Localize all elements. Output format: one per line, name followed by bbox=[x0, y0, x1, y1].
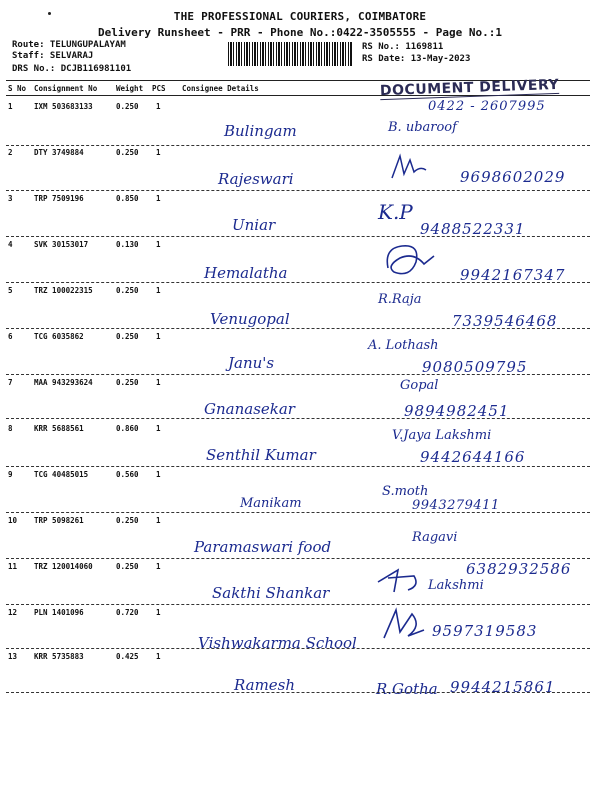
row-3-sno: 3 bbox=[8, 194, 13, 203]
drs-number: DRS No.: DCJB116981101 bbox=[12, 64, 132, 74]
row-13-receiver: R.Gotha bbox=[376, 680, 438, 698]
row-11-signature bbox=[374, 562, 424, 596]
row-3-separator bbox=[6, 236, 590, 237]
row-4-separator bbox=[6, 282, 590, 283]
row-8-sno: 8 bbox=[8, 424, 13, 433]
row-9-pcs: 1 bbox=[156, 470, 161, 479]
row-5-consignment: TRZ 100022315 bbox=[34, 286, 93, 295]
row-2-weight: 0.250 bbox=[116, 148, 139, 157]
row-1-pcs: 1 bbox=[156, 102, 161, 111]
row-8-consignee: Senthil Kumar bbox=[206, 446, 316, 464]
row-11-separator bbox=[6, 604, 590, 605]
row-4-consignment: SVK 30153017 bbox=[34, 240, 89, 249]
row-3-pcs: 1 bbox=[156, 194, 161, 203]
row-5-pcs: 1 bbox=[156, 286, 161, 295]
row-11-sno: 11 bbox=[8, 562, 18, 571]
row-10-receiver: Ragavi bbox=[412, 530, 458, 545]
row-1-weight: 0.250 bbox=[116, 102, 139, 111]
row-13-sno: 13 bbox=[8, 652, 18, 661]
row-10-weight: 0.250 bbox=[116, 516, 139, 525]
row-7-weight: 0.250 bbox=[116, 378, 139, 387]
row-5-weight: 0.250 bbox=[116, 286, 139, 295]
row-12-phone: 9597319583 bbox=[432, 622, 538, 640]
row-2-phone: 9698602029 bbox=[460, 168, 566, 186]
row-7-separator bbox=[6, 418, 590, 419]
row-13-phone: 9944215861 bbox=[450, 678, 556, 696]
row-2-signature bbox=[388, 152, 428, 182]
row-5-phone: 7339546468 bbox=[452, 312, 558, 330]
row-4-consignee: Hemalatha bbox=[204, 264, 288, 282]
row-1-receiver: B. ubaroof bbox=[388, 120, 457, 135]
row-4-pcs: 1 bbox=[156, 240, 161, 249]
route: Route: TELUNGUPALAYAM bbox=[12, 40, 126, 50]
row-9-consignment: TCG 40485015 bbox=[34, 470, 89, 479]
row-12-signature bbox=[378, 604, 428, 644]
row-3-phone: 9488522331 bbox=[420, 220, 526, 238]
row-8-consignment: KRR 5688561 bbox=[34, 424, 84, 433]
row-4-signature bbox=[380, 238, 440, 282]
row-9-weight: 0.560 bbox=[116, 470, 139, 479]
row-13-separator bbox=[6, 692, 590, 693]
row-1-consignee: Bulingam bbox=[224, 122, 297, 140]
row-4-weight: 0.130 bbox=[116, 240, 139, 249]
row-9-phone: 9943279411 bbox=[412, 498, 500, 513]
row-8-separator bbox=[6, 466, 590, 467]
row-1-sno: 1 bbox=[8, 102, 13, 111]
row-12-separator bbox=[6, 648, 590, 649]
row-9-consignee: Manikam bbox=[240, 496, 302, 511]
row-13-weight: 0.425 bbox=[116, 652, 139, 661]
row-10-pcs: 1 bbox=[156, 516, 161, 525]
row-2-consignment: DTY 3749884 bbox=[34, 148, 84, 157]
row-6-sno: 6 bbox=[8, 332, 13, 341]
row-7-sno: 7 bbox=[8, 378, 13, 387]
row-1-separator bbox=[6, 145, 590, 146]
col-pcs: PCS bbox=[152, 84, 166, 93]
row-3-consignee: Uniar bbox=[232, 216, 276, 234]
company-title: THE PROFESSIONAL COURIERS, COIMBATORE bbox=[173, 10, 427, 23]
row-8-weight: 0.860 bbox=[116, 424, 139, 433]
row-4-sno: 4 bbox=[8, 240, 13, 249]
document-delivery-stamp: DOCUMENT DELIVERY bbox=[379, 76, 560, 100]
row-12-pcs: 1 bbox=[156, 608, 161, 617]
row-10-separator bbox=[6, 558, 590, 559]
row-9-sno: 9 bbox=[8, 470, 13, 479]
col-consignee: Consignee Details bbox=[182, 84, 259, 93]
row-6-pcs: 1 bbox=[156, 332, 161, 341]
row-6-phone: 9080509795 bbox=[422, 358, 528, 376]
staff: Staff: SELVARAJ bbox=[12, 51, 94, 61]
row-2-sno: 2 bbox=[8, 148, 13, 157]
row-6-consignee: Janu's bbox=[228, 354, 275, 372]
row-12-sno: 12 bbox=[8, 608, 18, 617]
row-6-separator bbox=[6, 374, 590, 375]
row-8-receiver: V.Jaya Lakshmi bbox=[392, 428, 492, 443]
row-12-consignment: PLN 1401096 bbox=[34, 608, 84, 617]
row-8-pcs: 1 bbox=[156, 424, 161, 433]
row-7-consignee: Gnanasekar bbox=[204, 400, 295, 418]
row-11-weight: 0.250 bbox=[116, 562, 139, 571]
rs-number: RS No.: 1169811 bbox=[362, 42, 444, 52]
row-3-consignment: TRP 7509196 bbox=[34, 194, 84, 203]
row-11-phone: 6382932586 bbox=[466, 560, 572, 578]
row-7-phone: 9894982451 bbox=[404, 402, 510, 420]
row-12-weight: 0.720 bbox=[116, 608, 139, 617]
row-4-phone: 9942167347 bbox=[460, 266, 566, 284]
row-6-consignment: TCG 6035862 bbox=[34, 332, 84, 341]
row-2-consignee: Rajeswari bbox=[218, 170, 294, 188]
runsheet-title: Delivery Runsheet - PRR - Phone No.:0422-3505555 - Page No.:1 bbox=[98, 26, 502, 39]
row-11-consignment: TRZ 120014060 bbox=[34, 562, 93, 571]
rs-date: RS Date: 13-May-2023 bbox=[362, 54, 471, 64]
row-7-pcs: 1 bbox=[156, 378, 161, 387]
row-11-pcs: 1 bbox=[156, 562, 161, 571]
row-2-pcs: 1 bbox=[156, 148, 161, 157]
col-weight: Weight bbox=[116, 84, 144, 93]
row-5-separator bbox=[6, 328, 590, 329]
row-9-separator bbox=[6, 512, 590, 513]
row-11-receiver: Lakshmi bbox=[428, 578, 484, 593]
row-3-receiver: K.P bbox=[378, 200, 413, 224]
col-consignment: Consignment No bbox=[34, 84, 98, 93]
row-9-receiver: S.moth bbox=[382, 484, 429, 499]
stamp-phone: 0422 - 2607995 bbox=[428, 99, 546, 114]
row-2-separator bbox=[6, 190, 590, 191]
barcode bbox=[228, 42, 352, 66]
row-8-phone: 9442644166 bbox=[420, 448, 526, 466]
row-13-consignment: KRR 5735883 bbox=[34, 652, 84, 661]
row-5-consignee: Venugopal bbox=[210, 310, 290, 328]
row-10-consignment: TRP 5098261 bbox=[34, 516, 84, 525]
row-5-receiver: R.Raja bbox=[378, 292, 422, 307]
row-1-consignment: IXM 503683133 bbox=[34, 102, 93, 111]
row-10-sno: 10 bbox=[8, 516, 18, 525]
col-sno: S No bbox=[8, 84, 27, 93]
row-13-consignee: Ramesh bbox=[234, 676, 296, 694]
row-3-weight: 0.850 bbox=[116, 194, 139, 203]
row-5-sno: 5 bbox=[8, 286, 13, 295]
row-7-consignment: MAA 943293624 bbox=[34, 378, 93, 387]
row-6-weight: 0.250 bbox=[116, 332, 139, 341]
row-12-consignee: Vishwakarma School bbox=[198, 634, 357, 652]
row-6-receiver: A. Lothash bbox=[368, 338, 439, 353]
row-7-receiver: Gopal bbox=[400, 378, 439, 393]
row-13-pcs: 1 bbox=[156, 652, 161, 661]
row-11-consignee: Sakthi Shankar bbox=[212, 584, 330, 602]
row-10-consignee: Paramaswari food bbox=[194, 538, 332, 556]
